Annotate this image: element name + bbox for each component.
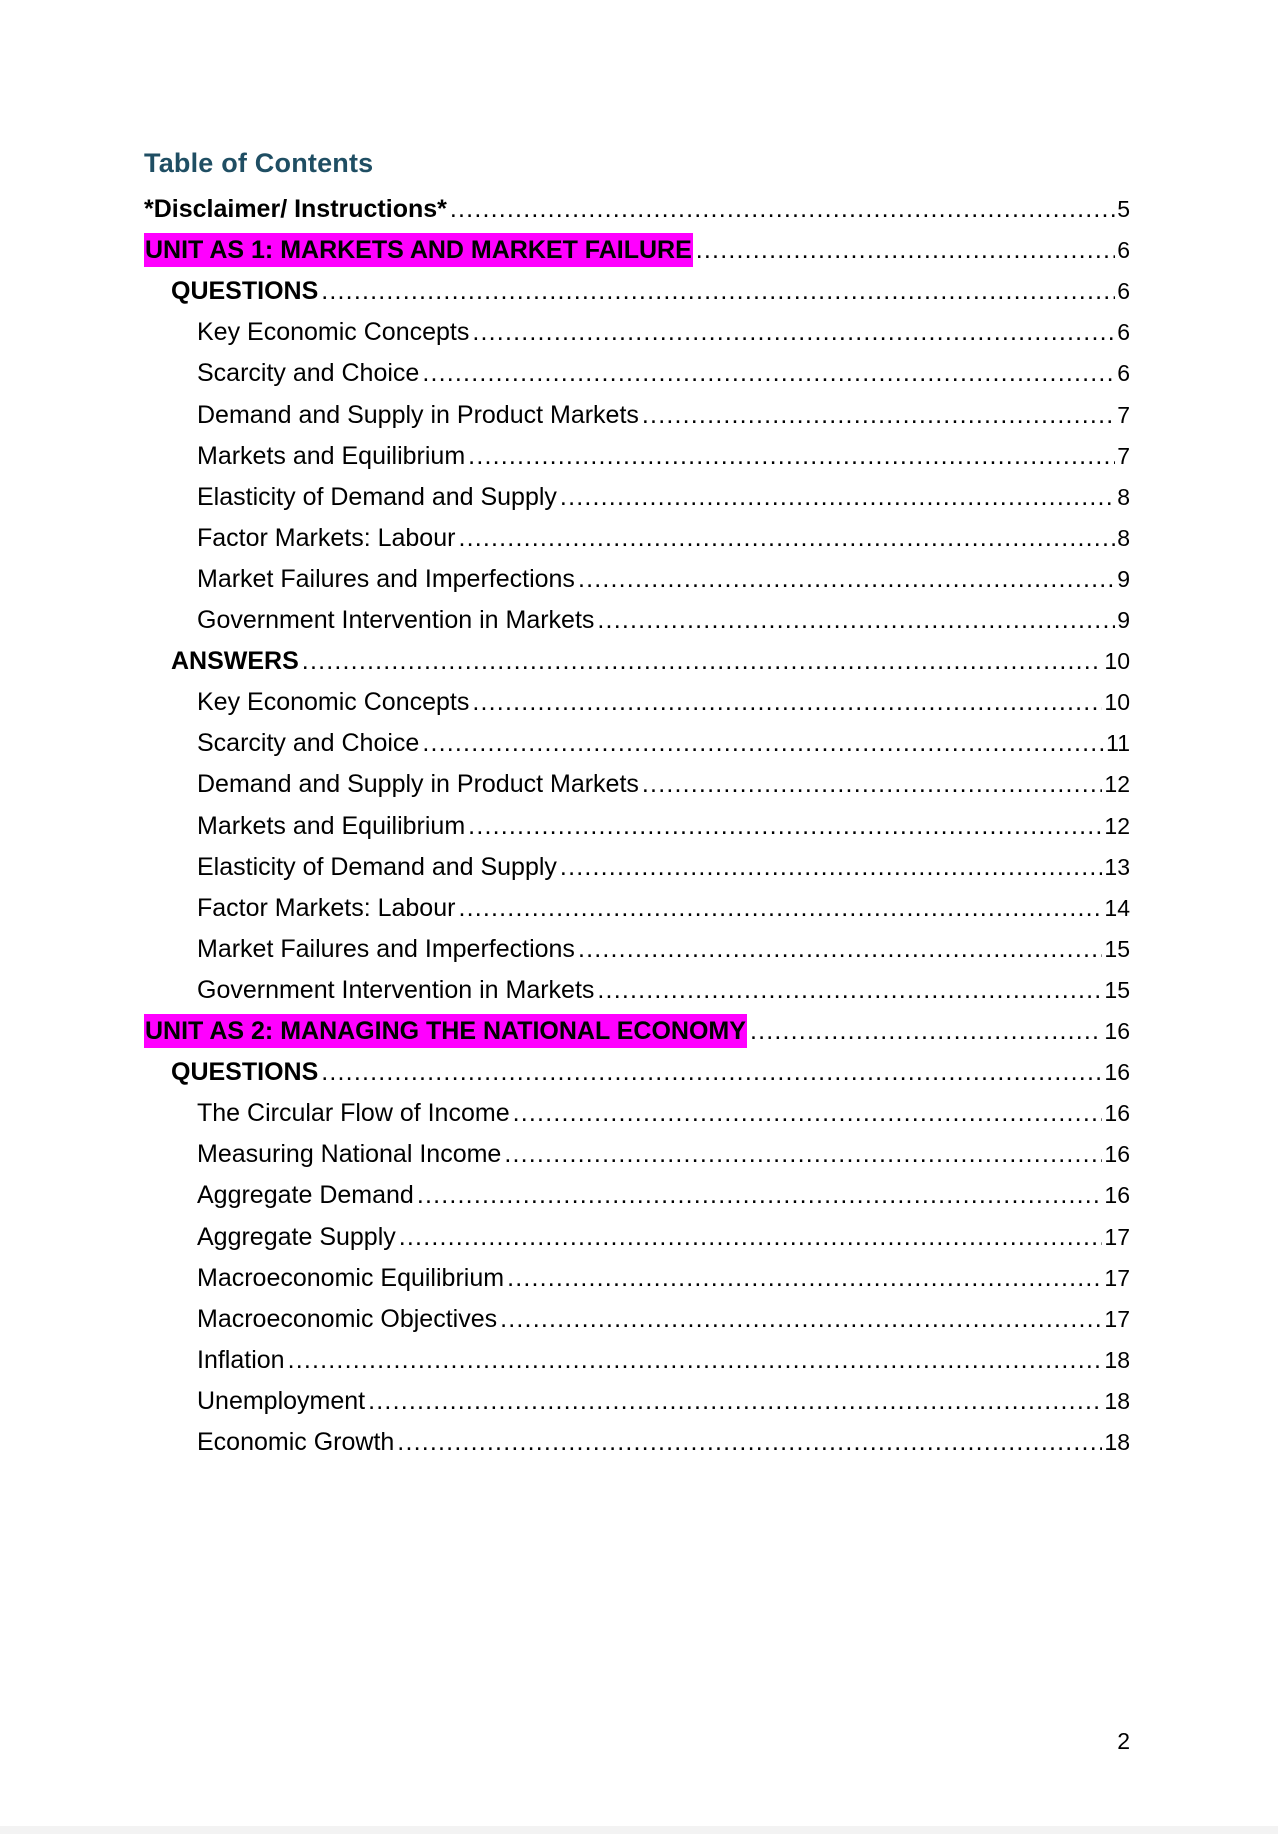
toc-entry[interactable] (144, 1384, 1130, 1418)
toc-entry-label: Demand and Supply in Product Markets (197, 770, 639, 799)
toc-entry[interactable] (144, 1137, 1130, 1171)
toc-entry[interactable] (144, 685, 1130, 719)
toc-entry[interactable] (144, 1425, 1130, 1459)
toc-entry-page: 10 (1104, 689, 1130, 716)
toc-dot-leader (397, 1425, 1102, 1459)
toc-entry-page: 18 (1104, 1387, 1130, 1414)
toc-entry-page: 9 (1117, 565, 1130, 592)
toc-entry[interactable] (144, 315, 1130, 349)
toc-entry[interactable] (144, 644, 1130, 678)
toc-dot-leader (450, 192, 1115, 226)
toc-entry-label: Markets and Equilibrium (197, 441, 466, 470)
toc-entry-label: Scarcity and Choice (197, 359, 420, 388)
toc-dot-leader (472, 315, 1115, 349)
toc-entry-label: UNIT AS 1: MARKETS AND MARKET FAILURE (144, 233, 693, 267)
toc-entry-label: Demand and Supply in Product Markets (197, 400, 639, 429)
toc-dot-leader (642, 398, 1115, 432)
toc-entry-label: Key Economic Concepts (197, 688, 470, 717)
toc-entry-page: 18 (1104, 1346, 1130, 1373)
toc-entry-label: Macroeconomic Objectives (197, 1304, 498, 1333)
toc-dot-leader (288, 1343, 1103, 1377)
toc-entry-page: 15 (1104, 976, 1130, 1003)
toc-entry-label: Inflation (197, 1345, 285, 1374)
toc-entry-page: 12 (1104, 812, 1130, 839)
toc-entry[interactable] (144, 1096, 1130, 1130)
toc-dot-leader (504, 1137, 1102, 1171)
toc-entry-page: 17 (1104, 1223, 1130, 1250)
toc-dot-leader (500, 1302, 1102, 1336)
toc-entry-label: Elasticity of Demand and Supply (197, 482, 557, 511)
toc-entry-label: Government Intervention in Markets (197, 975, 595, 1004)
toc-entry-page: 14 (1104, 894, 1130, 921)
toc-entry[interactable] (144, 521, 1130, 555)
toc-entry-label: Factor Markets: Labour (197, 893, 456, 922)
page-bottom-edge (0, 1826, 1278, 1834)
toc-entry-page: 16 (1104, 1059, 1130, 1086)
toc-dot-leader (458, 521, 1115, 555)
toc-entry-label: Scarcity and Choice (197, 729, 420, 758)
toc-entry[interactable] (144, 1220, 1130, 1254)
toc-entry-label: Key Economic Concepts (197, 318, 470, 347)
toc-entry-label: Markets and Equilibrium (197, 811, 466, 840)
toc-entry[interactable] (144, 1343, 1130, 1377)
toc-entry[interactable] (144, 356, 1130, 390)
toc-dot-leader (560, 850, 1102, 884)
toc-dot-leader (321, 274, 1115, 308)
toc-entry[interactable] (144, 1055, 1130, 1089)
toc-entry-label: The Circular Flow of Income (197, 1099, 510, 1128)
toc-entry[interactable] (144, 603, 1130, 637)
toc-entry-label: Market Failures and Imperfections (197, 934, 575, 963)
toc-entry[interactable] (144, 192, 1130, 226)
toc-entry-page: 13 (1104, 853, 1130, 880)
toc-entry-page: 12 (1104, 771, 1130, 798)
toc-entry-label: *Disclaimer/ Instructions* (144, 195, 447, 223)
toc-entry-page: 7 (1117, 442, 1130, 469)
toc-entry-page: 9 (1117, 607, 1130, 633)
toc-dot-leader (468, 809, 1102, 843)
toc-entry[interactable] (144, 274, 1130, 308)
toc-entry-label: Economic Growth (197, 1428, 395, 1456)
toc-entry-label: QUESTIONS (171, 277, 319, 306)
toc-entry[interactable] (144, 233, 1130, 267)
toc-dot-leader (468, 439, 1115, 473)
toc-entry[interactable] (144, 726, 1130, 760)
toc-dot-leader (472, 685, 1102, 719)
toc-entry-label: Aggregate Demand (197, 1181, 414, 1210)
toc-entry-page: 8 (1117, 524, 1130, 551)
toc-entry-label: UNIT AS 2: MANAGING THE NATIONAL ECONOMY (144, 1014, 747, 1048)
toc-entry[interactable] (144, 932, 1130, 966)
toc-entry-label: Measuring National Income (197, 1140, 502, 1169)
toc-dot-leader (458, 891, 1102, 925)
toc-entry-page: 10 (1104, 648, 1130, 675)
toc-entry-page: 15 (1104, 935, 1130, 962)
toc-dot-leader (417, 1178, 1103, 1212)
toc-entry-page: 7 (1117, 401, 1130, 428)
toc-entry-page: 6 (1117, 360, 1130, 387)
toc-dot-leader (696, 233, 1115, 267)
page-number: 2 (1117, 1728, 1130, 1754)
toc-dot-leader (399, 1220, 1103, 1254)
toc-dot-leader (578, 562, 1115, 596)
toc-entry-page: 11 (1106, 730, 1130, 757)
toc-entry[interactable] (144, 439, 1130, 473)
toc-dot-leader (302, 644, 1103, 678)
toc-dot-leader (368, 1384, 1102, 1418)
toc-dot-leader (597, 973, 1102, 1007)
toc-dot-leader (507, 1261, 1102, 1295)
toc-dot-leader (422, 356, 1115, 390)
toc-entry-label: ANSWERS (171, 647, 299, 676)
toc-dot-leader (750, 1014, 1102, 1048)
toc-entry-page: 16 (1104, 1182, 1130, 1209)
toc-dot-leader (642, 767, 1103, 801)
toc-entry-page: 8 (1117, 483, 1130, 510)
toc-entry-label: QUESTIONS (171, 1058, 319, 1087)
toc-dot-leader (422, 726, 1104, 760)
toc-entry[interactable] (144, 809, 1130, 843)
toc-entry-page: 16 (1104, 1141, 1130, 1168)
toc-entry-page: 16 (1104, 1100, 1130, 1127)
toc-dot-leader (597, 603, 1115, 637)
toc-entry[interactable] (144, 562, 1130, 596)
toc-entry[interactable] (144, 850, 1130, 884)
toc-entry-page: 5 (1117, 196, 1130, 222)
toc-dot-leader (578, 932, 1102, 966)
toc-dot-leader (321, 1055, 1102, 1089)
toc-entry-page: 16 (1104, 1018, 1130, 1044)
toc-entry-label: Aggregate Supply (197, 1222, 396, 1251)
toc-title: Table of Contents (144, 148, 374, 178)
toc-entry-label: Macroeconomic Equilibrium (197, 1263, 505, 1292)
toc-entry[interactable] (144, 767, 1130, 801)
toc-entry-page: 6 (1117, 319, 1130, 346)
toc-entry-label: Unemployment (197, 1386, 366, 1415)
toc-entry[interactable] (144, 1178, 1130, 1212)
toc-entry[interactable] (144, 1302, 1130, 1336)
toc-entry[interactable] (144, 1261, 1130, 1295)
toc-entry-page: 17 (1104, 1305, 1130, 1332)
toc-dot-leader (560, 480, 1115, 514)
toc-entry-page: 6 (1117, 278, 1130, 305)
toc-entry-page: 18 (1104, 1429, 1130, 1455)
toc-entry-page: 17 (1104, 1264, 1130, 1291)
toc-dot-leader (513, 1096, 1103, 1130)
toc-entry[interactable] (144, 480, 1130, 514)
toc-entry-label: Elasticity of Demand and Supply (197, 852, 557, 881)
toc-entry[interactable] (144, 891, 1130, 925)
toc-entry[interactable] (144, 398, 1130, 432)
toc-entry-label: Factor Markets: Labour (197, 523, 456, 552)
toc-entry-label: Market Failures and Imperfections (197, 564, 575, 593)
toc-entry[interactable] (144, 1014, 1130, 1048)
toc-entry-label: Government Intervention in Markets (197, 606, 595, 634)
toc-entry[interactable] (144, 973, 1130, 1007)
toc-entry-page: 6 (1117, 237, 1130, 264)
